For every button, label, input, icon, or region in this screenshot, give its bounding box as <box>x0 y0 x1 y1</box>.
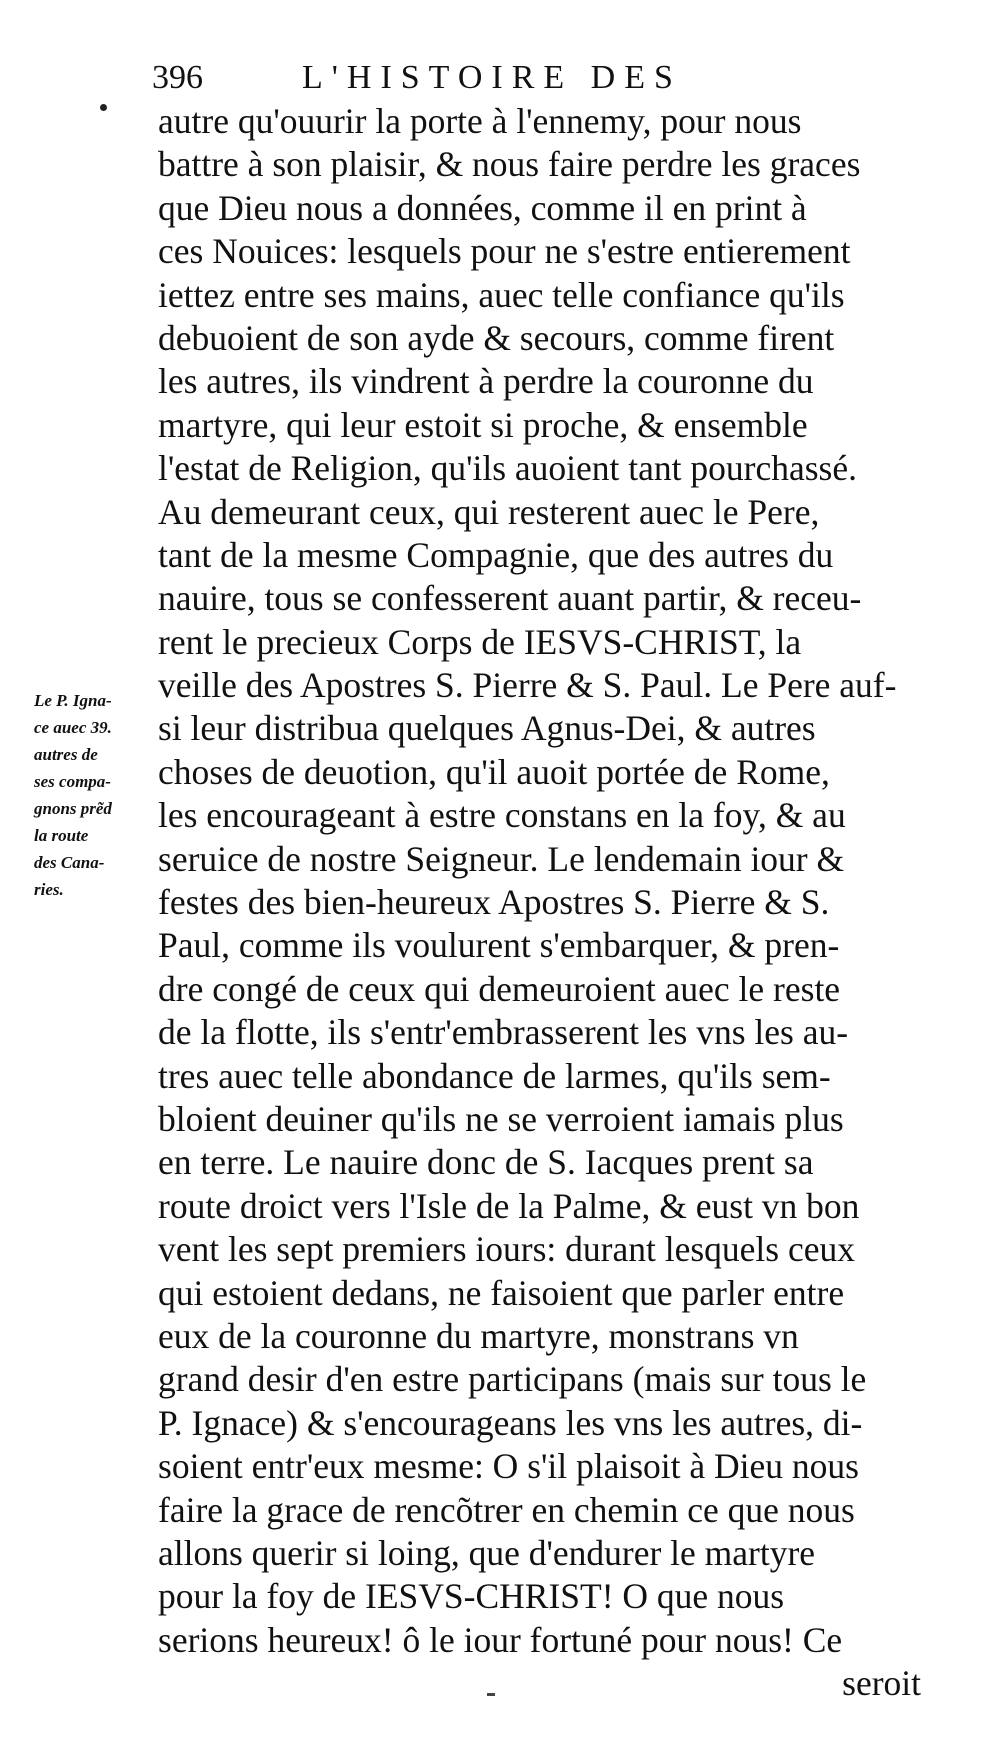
text-line: Paul, comme ils voulurent s'embarquer, & pren- <box>158 925 840 966</box>
body-text <box>158 100 923 1705</box>
text-line: route droict vers l'Isle de la Palme, & eust vn bon <box>158 1185 860 1226</box>
text-line: de la flotte, ils s'entr'embrasserent les vns les au- <box>158 1012 849 1053</box>
margin-note-line: ses compa- <box>34 772 111 791</box>
margin-note-line: ries. <box>34 880 64 899</box>
text-line: martyre, qui leur estoit si proche, & ensemble <box>158 404 808 445</box>
margin-note-line: la route <box>34 826 89 845</box>
text-line: festes des bien-heureux Apostres S. Pierre & S. <box>158 882 830 923</box>
text-line: les encourageant à estre constans en la foy, & au <box>158 795 846 836</box>
text-line: l'estat de Religion, qu'ils auoient tant pourchassé. <box>158 448 857 489</box>
text-line: debuoient de son ayde & secours, comme firent <box>158 317 835 358</box>
text-line: que Dieu nous a données, comme il en print à <box>158 187 807 228</box>
running-head: L'HISTOIRE DES <box>302 59 682 96</box>
text-line: bloient deuiner qu'ils ne se verroient iamais plus <box>158 1098 844 1139</box>
text-line: P. Ignace) & s'encourageans les vns les autres, di- <box>158 1402 863 1443</box>
margin-note-line: Le P. Igna- <box>34 691 112 710</box>
text-line: nauire, tous se confesserent auant partir, & receu- <box>158 578 862 619</box>
bottom-ink-mark <box>487 1693 495 1696</box>
text-line: autre qu'ouurir la porte à l'ennemy, pour nous <box>158 101 802 141</box>
margin-note-line: des Cana- <box>34 853 105 872</box>
margin-note-line: autres de <box>34 745 98 764</box>
text-line: tres auec telle abondance de larmes, qu'ils sem- <box>158 1055 831 1096</box>
text-line: dre congé de ceux qui demeuroient auec le reste <box>158 968 841 1009</box>
margin-dot-mark <box>100 104 107 111</box>
text-line: Au demeurant ceux, qui resterent auec le Pere, <box>158 491 820 532</box>
text-line: eux de la couronne du martyre, monstrans vn <box>158 1315 799 1356</box>
text-line: qui estoient dedans, ne faisoient que parler entre <box>158 1272 845 1313</box>
text-line: seruice de nostre Seigneur. Le lendemain iour & <box>158 838 845 879</box>
text-line: ces Nouices: lesquels pour ne s'estre entierement <box>158 231 851 272</box>
text-line: les autres, ils vindrent à perdre la couronne du <box>158 361 814 402</box>
margin-note-line: ce auec 39. <box>34 718 112 737</box>
margin-note <box>34 687 152 903</box>
text-line: allons querir si loing, que d'endurer le martyre <box>158 1532 816 1573</box>
text-line: si leur distribua quelques Agnus-Dei, & autres <box>158 708 816 749</box>
text-line: en terre. Le nauire donc de S. Iacques prent sa <box>158 1142 814 1183</box>
text-line: iettez entre ses mains, auec telle confiance qu'ils <box>158 274 845 315</box>
text-line: grand desir d'en estre participans (mais sur tous le <box>158 1359 867 1400</box>
text-line: pour la foy de IESVS-CHRIST! O que nous <box>158 1576 785 1617</box>
text-line: faire la grace de rencõtrer en chemin ce que nous <box>158 1489 855 1530</box>
catchword: seroit <box>842 1663 921 1704</box>
text-line: choses de deuotion, qu'il auoit portée de Rome, <box>158 751 830 792</box>
margin-note-line: gnons prẽd <box>34 799 112 818</box>
text-line: battre à son plaisir, & nous faire perdre les graces <box>158 144 861 185</box>
text-line: rent le precieux Corps de IESVS-CHRIST, la <box>158 621 802 662</box>
text-line: serions heureux! ô le iour fortuné pour nous! Ce <box>158 1619 843 1660</box>
page-number: 396 <box>152 59 203 96</box>
text-line: vent les sept premiers iours: durant lesquels ceux <box>158 1229 855 1270</box>
text-line: soient entr'eux mesme: O s'il plaisoit à Dieu nous <box>158 1446 859 1487</box>
text-line: tant de la mesme Compagnie, que des autres du <box>158 534 834 575</box>
text-line: veille des Apostres S. Pierre & S. Paul. Le Pere auf- <box>158 665 897 706</box>
